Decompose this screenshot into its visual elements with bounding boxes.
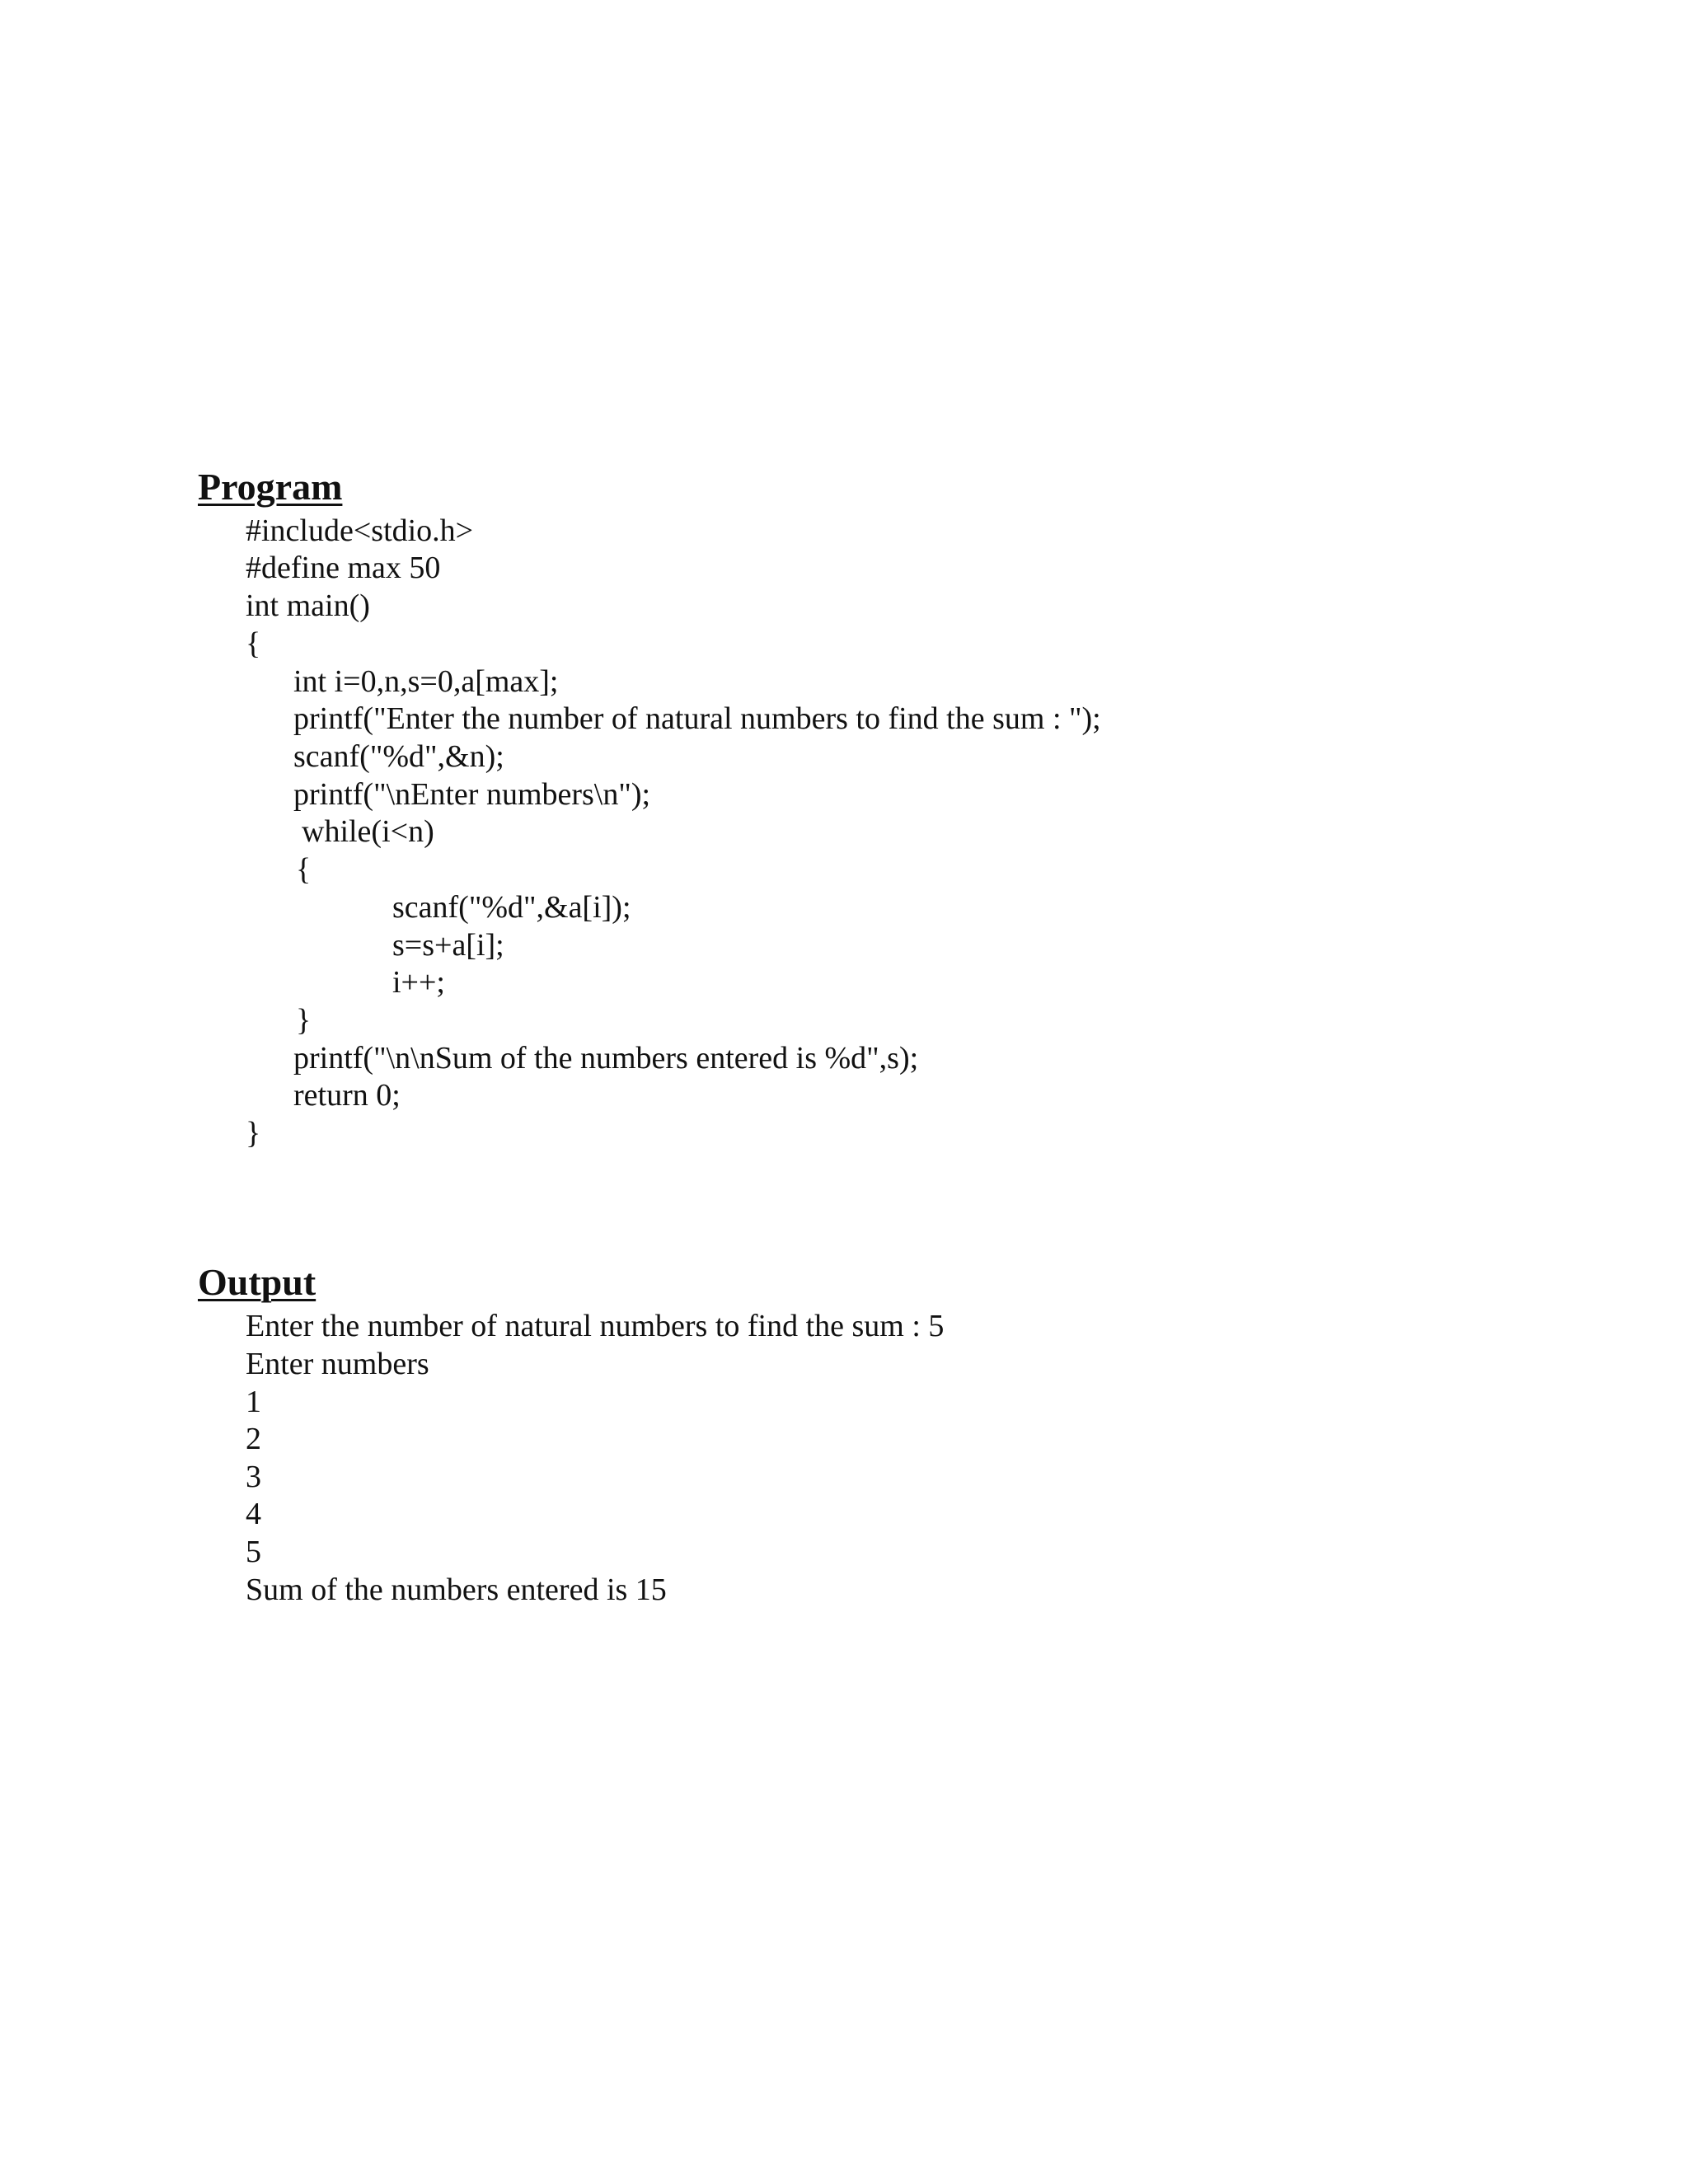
output-heading: Output xyxy=(198,1261,316,1303)
code-line: i++; xyxy=(392,965,445,1000)
code-line: #include<stdio.h> xyxy=(246,513,474,548)
program-heading: Program xyxy=(198,466,343,508)
code-line: printf("\n\nSum of the numbers entered is %d",s); xyxy=(293,1041,919,1076)
output-line: 1 xyxy=(246,1385,261,1419)
code-line: int main() xyxy=(246,588,370,623)
code-line: scanf("%d",&n); xyxy=(293,739,504,774)
output-line: 3 xyxy=(246,1460,261,1494)
output-line: Enter numbers xyxy=(246,1347,429,1381)
code-line: printf("Enter the number of natural numbers to find the sum : "); xyxy=(293,701,1101,736)
code-line: scanf("%d",&a[i]); xyxy=(392,890,631,925)
code-line: while(i<n) xyxy=(302,814,434,849)
output-line: 4 xyxy=(246,1497,261,1531)
code-line: int i=0,n,s=0,a[max]; xyxy=(293,664,559,699)
output-line: Enter the number of natural numbers to find the sum : 5 xyxy=(246,1309,945,1343)
code-line: } xyxy=(246,1116,261,1151)
code-line: { xyxy=(296,852,312,887)
code-line: #define max 50 xyxy=(246,551,441,585)
output-line: 5 xyxy=(246,1535,261,1569)
code-line: } xyxy=(296,1003,312,1038)
code-line: printf("\nEnter numbers\n"); xyxy=(293,777,651,812)
code-line: return 0; xyxy=(293,1078,401,1113)
output-line: 2 xyxy=(246,1422,261,1456)
output-line: Sum of the numbers entered is 15 xyxy=(246,1572,667,1607)
code-line: s=s+a[i]; xyxy=(392,928,504,963)
code-line: { xyxy=(246,626,261,661)
